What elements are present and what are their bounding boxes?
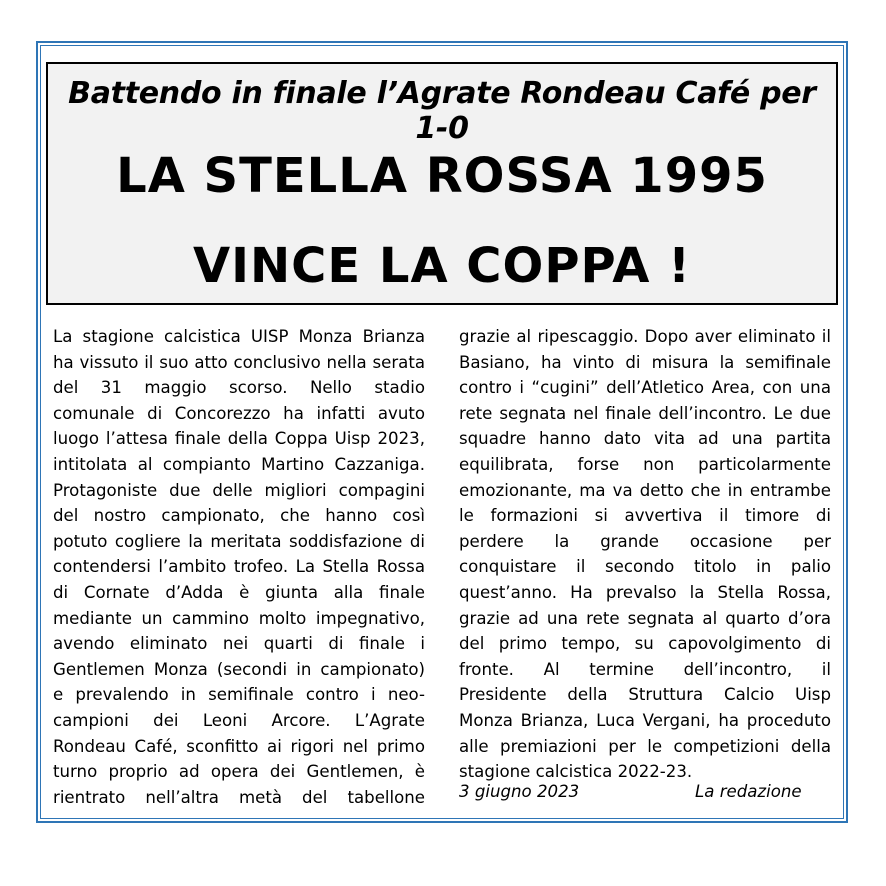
headline-box — [46, 62, 838, 305]
article-author: La redazione — [695, 782, 802, 801]
article-line: perdere la grande occasione per — [459, 531, 831, 551]
article-line: comunale di Concorezzo ha infatti avuto — [53, 403, 425, 423]
article-line: del 31 maggio scorso. Nello stadio — [53, 378, 425, 398]
article-line: squadre hanno dato vita ad una partita — [459, 429, 831, 449]
article-line: grazie ad una rete segnata al quarto d’ora — [459, 608, 831, 628]
article-right-column — [459, 324, 831, 785]
article-line: quest’anno. Ha prevalso la Stella Rossa, — [459, 582, 831, 602]
article-line: La stagione calcistica UISP Monza Brianza — [53, 327, 425, 346]
article-line: alle premiazioni per le competizioni della — [459, 736, 831, 756]
article-line: conquistare il secondo titolo in palio — [459, 557, 831, 577]
article-line: di Cornate d’Adda è giunta alla finale — [53, 582, 425, 602]
article-line: equilibrata, forse non particolarmente — [459, 454, 831, 474]
headline-kicker: Battendo in finale l’Agrate Rondeau Café per 1-0 — [68, 76, 816, 146]
article-line: luogo l’attesa finale della Coppa Uisp 2023, — [53, 429, 425, 449]
article-line: Rondeau Café, sconfitto ai rigori nel primo — [53, 736, 425, 756]
article-line: stagione calcistica 2022-23. — [459, 762, 693, 782]
article-line: mediante un cammino molto impegnativo, — [53, 608, 425, 628]
article-line: le formazioni si avvertiva il timore di — [459, 506, 831, 526]
article-line: intitolata al compianto Martino Cazzaniga. — [53, 454, 425, 474]
headline-title-line2: VINCE LA COPPA ! — [192, 238, 692, 294]
article-line: del nostro campionato, che hanno così — [53, 506, 425, 526]
article-date: 3 giugno 2023 — [459, 782, 580, 801]
article-line: Basiano, ha vinto di misura la semifinale — [459, 352, 831, 372]
article-line: Gentlemen Monza (secondi in campionato) — [53, 659, 425, 679]
article-line: del primo tempo, su capovolgimento di — [459, 634, 831, 654]
article-line: campioni dei Leoni Arcore. L’Agrate — [53, 710, 425, 730]
article-line: fronte. Al termine dell’incontro, il — [459, 659, 831, 679]
article-line: Monza Brianza, Luca Vergani, ha proceduto — [459, 710, 831, 730]
article-left-column — [53, 324, 425, 810]
article-line: e prevalendo in semifinale contro i neo- — [53, 685, 425, 705]
article-line: Presidente della Struttura Calcio Uisp — [459, 685, 831, 705]
article-line: rientrato nell’altra metà del tabellone — [53, 787, 425, 807]
article-line: emozionante, ma va detto che in entrambe — [459, 480, 831, 500]
article-line: potuto cogliere la meritata soddisfazione di — [53, 531, 425, 551]
article-line: contendersi l’ambito trofeo. La Stella Rossa — [53, 557, 425, 577]
article-line: rete segnata nel finale dell’incontro. Le due — [459, 403, 831, 423]
article-line: turno proprio ad opera dei Gentlemen, è — [53, 762, 425, 782]
article-line: avendo eliminato nei quarti di finale i — [53, 634, 425, 654]
article-line: contro i “cugini” dell’Atletico Area, con una — [459, 378, 831, 398]
article-line: grazie al ripescaggio. Dopo aver eliminato il — [459, 327, 831, 346]
headline-title-line1: LA STELLA ROSSA 1995 — [116, 148, 768, 204]
article-line: Protagoniste due delle migliori compagini — [53, 480, 425, 500]
article-line: ha vissuto il suo atto conclusivo nella serata — [53, 352, 425, 372]
